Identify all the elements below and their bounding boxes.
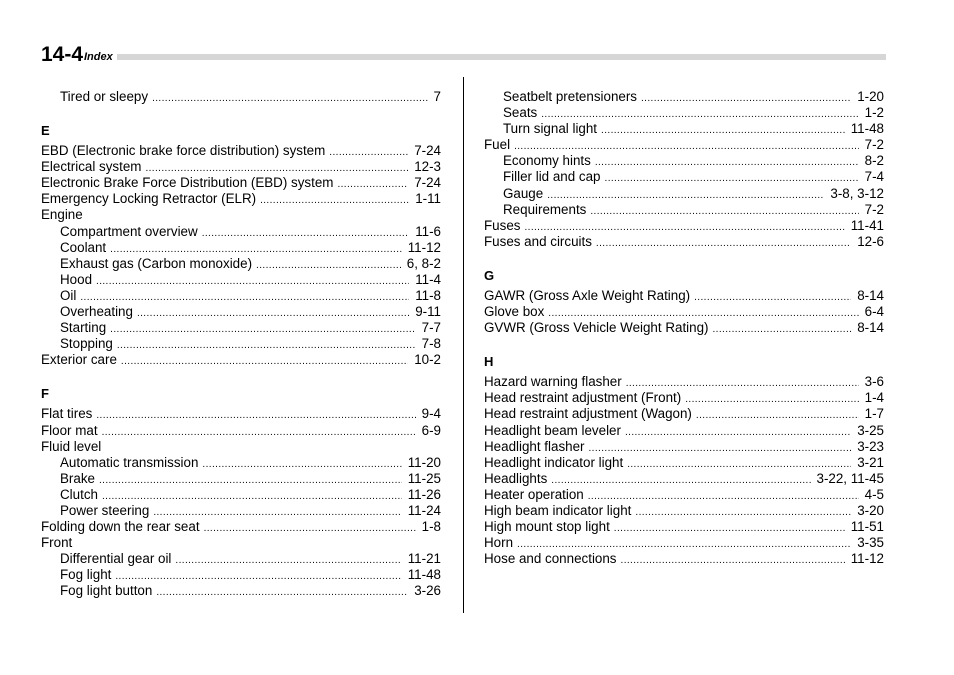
index-entry: Headlight beam leveler ..... 3-25 [484,423,884,439]
index-letter-heading: E [41,123,50,139]
index-subentry: Seats ..... 1-2 [484,105,884,121]
index-subentry: Filler lid and cap ..... 7-4 [484,169,884,185]
index-entry: Fuses ..... 11-41 [484,218,884,234]
left-index-column [41,89,441,600]
index-entry: High mount stop light ..... 11-51 [484,519,884,535]
index-subentry: Brake ..... 11-25 [41,471,441,487]
index-entry: Emergency Locking Retractor (ELR) ..... 1-11 [41,191,441,207]
index-subentry: Starting ..... 7-7 [41,320,441,336]
index-entry: Tired or sleepy ..... 7 [41,89,441,105]
index-subentry: Clutch ..... 11-26 [41,487,441,503]
page-number: 14-4 [41,43,86,67]
index-subentry: Exhaust gas (Carbon monoxide) ..... 6, 8-2 [41,256,441,272]
index-entry: Electronic Brake Force Distribution (EBD) system ..... 7-24 [41,175,441,191]
index-entry: Folding down the rear seat ..... 1-8 [41,519,441,535]
index-letter-heading: G [484,267,495,283]
index-entry-parent: Engine [41,207,83,223]
header-rule [41,54,886,60]
index-subentry: Overheating ..... 9-11 [41,304,441,320]
index-subentry: Coolant ..... 11-12 [41,240,441,256]
index-subentry: Automatic transmission ..... 11-20 [41,455,441,471]
column-divider [463,77,464,613]
index-subentry: Differential gear oil ..... 11-21 [41,551,441,567]
index-entry: GVWR (Gross Vehicle Weight Rating) ..... 8-14 [484,320,884,336]
index-subentry: Fog light button ..... 3-26 [41,583,441,599]
section-title: Index [84,51,117,63]
index-subentry: Fog light ..... 11-48 [41,567,441,583]
index-entry: Hose and connections ..... 11-12 [484,551,884,567]
index-subentry: Requirements ..... 7-2 [484,202,884,218]
index-entry: Electrical system ..... 12-3 [41,159,441,175]
index-entry: Horn ..... 3-35 [484,535,884,551]
index-subentry: Stopping ..... 7-8 [41,336,441,352]
index-entry-parent: Fluid level [41,438,102,454]
index-subentry: Economy hints ..... 8-2 [484,153,884,169]
index-subentry: Turn signal light ..... 11-48 [484,121,884,137]
index-entry: Headlights ..... 3-22, 11-45 [484,471,884,487]
index-subentry: Compartment overview ..... 11-6 [41,224,441,240]
index-entry: Heater operation ..... 4-5 [484,487,884,503]
index-entry: Fuel ..... 7-2 [484,137,884,153]
index-subentry: Oil ..... 11-8 [41,288,441,304]
index-entry: EBD (Electronic brake force distribution) system ..... 7-24 [41,143,441,159]
index-entry: Fuses and circuits ..... 12-6 [484,234,884,250]
index-entry-parent: Front [41,535,73,551]
index-letter-heading: H [484,354,494,370]
index-entry: Headlight flasher ..... 3-23 [484,439,884,455]
index-entry: Flat tires ..... 9-4 [41,406,441,422]
index-entry: GAWR (Gross Axle Weight Rating) ..... 8-14 [484,288,884,304]
index-letter-heading: F [41,386,49,402]
index-subentry: Power steering ..... 11-24 [41,503,441,519]
index-entry: Glove box ..... 6-4 [484,304,884,320]
index-entry: Hazard warning flasher ..... 3-6 [484,374,884,390]
index-entry: Head restraint adjustment (Front) ..... 1-4 [484,390,884,406]
index-subentry: Hood ..... 11-4 [41,272,441,288]
index-entry: Exterior care ..... 10-2 [41,352,441,368]
index-entry: Headlight indicator light ..... 3-21 [484,455,884,471]
index-subentry: Seatbelt pretensioners ..... 1-20 [484,89,884,105]
right-index-column [484,89,884,567]
index-entry: Head restraint adjustment (Wagon) ..... 1-7 [484,406,884,422]
index-entry: High beam indicator light ..... 3-20 [484,503,884,519]
index-subentry: Gauge ..... 3-8, 3-12 [484,186,884,202]
index-entry: Floor mat ..... 6-9 [41,423,441,439]
